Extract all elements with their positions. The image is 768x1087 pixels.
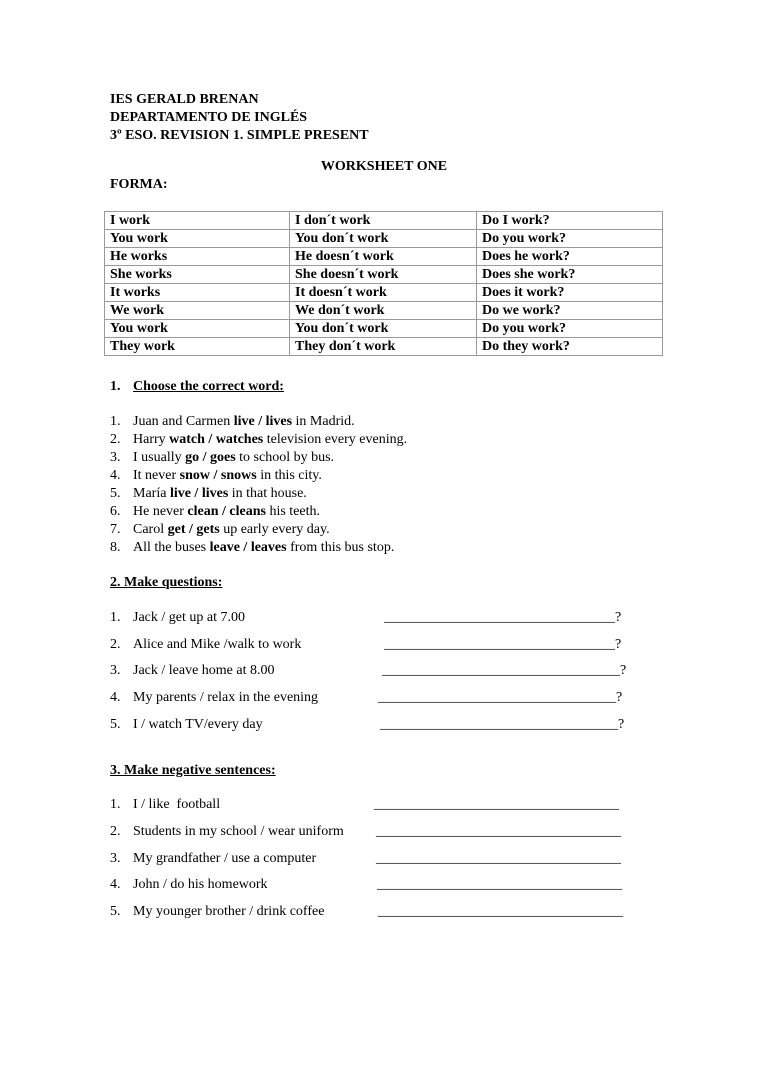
item-prompt: Jack / leave home at 8.00: [133, 663, 275, 678]
exercise-item: [110, 414, 355, 430]
negative-cell: He doesn´t work: [290, 248, 477, 266]
word-choice: go / goes: [185, 450, 236, 465]
exercise-item: [110, 432, 407, 448]
question-cell: Does it work?: [477, 284, 663, 302]
answer-line[interactable]: _________________________________?: [384, 637, 622, 652]
item-number: 1.: [110, 414, 121, 429]
answer-line[interactable]: ___________________________________: [376, 824, 621, 839]
exercise-item: [110, 450, 334, 466]
question-cell: Does she work?: [477, 266, 663, 284]
question-cell: Do I work?: [477, 212, 663, 230]
item-number: 5.: [110, 904, 121, 919]
item-text-before: It never: [133, 468, 180, 483]
course-title: 3º ESO. REVISION 1. SIMPLE PRESENT: [110, 128, 369, 143]
negative-cell: They don´t work: [290, 338, 477, 356]
word-choice: live / lives: [233, 414, 293, 429]
item-number: 2.: [110, 637, 121, 652]
answer-line[interactable]: _________________________________?: [384, 610, 622, 625]
item-prompt: Jack / get up at 7.00: [133, 610, 245, 625]
section1-number: 1.: [110, 379, 121, 394]
item-prompt: John / do his homework: [133, 877, 268, 892]
answer-line[interactable]: __________________________________?: [382, 663, 627, 678]
worksheet-title: WORKSHEET ONE: [320, 159, 448, 174]
exercise-item: [110, 486, 307, 502]
department-name: DEPARTAMENTO DE INGLÉS: [110, 110, 308, 125]
question-cell: Do we work?: [477, 302, 663, 320]
forma-label: FORMA:: [110, 177, 168, 192]
item-text-after: in Madrid.: [292, 414, 355, 429]
negative-cell: I don´t work: [290, 212, 477, 230]
item-number: 1.: [110, 610, 121, 625]
negative-cell: You don´t work: [290, 230, 477, 248]
item-number: 3.: [110, 851, 121, 866]
item-number: 5.: [110, 717, 121, 732]
item-text-before: He never: [133, 504, 188, 519]
negative-cell: We don´t work: [290, 302, 477, 320]
item-text-before: Juan and Carmen: [133, 414, 234, 429]
affirmative-cell: They work: [105, 338, 290, 356]
answer-line[interactable]: __________________________________?: [380, 717, 625, 732]
item-number: 4.: [110, 690, 121, 705]
conjugation-row: [105, 302, 663, 320]
answer-line[interactable]: __________________________________?: [378, 690, 623, 705]
conjugation-row: [105, 320, 663, 338]
affirmative-cell: He works: [105, 248, 290, 266]
negative-cell: You don´t work: [290, 320, 477, 338]
answer-line[interactable]: ___________________________________: [374, 797, 619, 812]
exercise-item: [110, 663, 275, 679]
item-prompt: Students in my school / wear uniform: [133, 824, 344, 839]
item-number: 7.: [110, 522, 121, 537]
exercise-item: [110, 610, 245, 626]
item-text-after: television every evening.: [263, 432, 408, 447]
item-text-before: I usually: [133, 450, 186, 465]
document-header: [110, 91, 369, 145]
section3-title: 3. Make negative sentences:: [110, 763, 276, 778]
conjugation-row: [105, 338, 663, 356]
affirmative-cell: She works: [105, 266, 290, 284]
item-text-before: Harry: [133, 432, 170, 447]
conjugation-row: [105, 230, 663, 248]
conjugation-row: [105, 266, 663, 284]
exercise-item: [110, 797, 220, 813]
section1-title: [110, 379, 284, 395]
affirmative-cell: You work: [105, 320, 290, 338]
conjugation-row: [105, 284, 663, 302]
affirmative-cell: It works: [105, 284, 290, 302]
exercise-item: [110, 468, 322, 484]
exercise-item: [110, 877, 268, 893]
item-prompt: Alice and Mike /walk to work: [133, 637, 302, 652]
section2-title: 2. Make questions:: [110, 575, 223, 590]
exercise-item: [110, 904, 324, 920]
school-name: IES GERALD BRENAN: [110, 92, 259, 107]
item-number: 8.: [110, 540, 121, 555]
question-cell: Do you work?: [477, 230, 663, 248]
exercise-item: [110, 851, 316, 867]
word-choice: get / gets: [167, 522, 220, 537]
item-prompt: My grandfather / use a computer: [133, 851, 317, 866]
item-prompt: I / watch TV/every day: [133, 717, 263, 732]
affirmative-cell: I work: [105, 212, 290, 230]
word-choice: watch / watches: [169, 432, 264, 447]
answer-line[interactable]: ___________________________________: [376, 851, 621, 866]
item-prompt: My parents / relax in the evening: [133, 690, 319, 705]
exercise-item: [110, 824, 344, 840]
word-choice: live / lives: [169, 486, 229, 501]
item-text-before: All the buses: [133, 540, 210, 555]
item-text-after: in this city.: [256, 468, 322, 483]
question-cell: Do they work?: [477, 338, 663, 356]
item-text-before: María: [133, 486, 170, 501]
item-prompt: I / like football: [133, 797, 221, 812]
item-number: 3.: [110, 450, 121, 465]
item-text-after: in that house.: [228, 486, 307, 501]
question-cell: Does he work?: [477, 248, 663, 266]
item-number: 1.: [110, 797, 121, 812]
word-choice: leave / leaves: [209, 540, 287, 555]
word-choice: clean / cleans: [187, 504, 266, 519]
item-number: 2.: [110, 432, 121, 447]
item-number: 5.: [110, 486, 121, 501]
exercise-item: [110, 637, 301, 653]
exercise-item: [110, 717, 263, 733]
answer-line[interactable]: ___________________________________: [377, 877, 622, 892]
item-prompt: My younger brother / drink coffee: [133, 904, 325, 919]
item-text-before: Carol: [133, 522, 168, 537]
exercise-item: [110, 690, 318, 706]
affirmative-cell: We work: [105, 302, 290, 320]
item-number: 4.: [110, 877, 121, 892]
exercise-item: [110, 504, 320, 520]
conjugation-row: [105, 248, 663, 266]
item-number: 4.: [110, 468, 121, 483]
item-number: 2.: [110, 824, 121, 839]
word-choice: snow / snows: [179, 468, 257, 483]
conjugation-row: [105, 212, 663, 230]
exercise-item: [110, 540, 394, 556]
negative-cell: It doesn´t work: [290, 284, 477, 302]
negative-cell: She doesn´t work: [290, 266, 477, 284]
item-number: 6.: [110, 504, 121, 519]
question-cell: Do you work?: [477, 320, 663, 338]
affirmative-cell: You work: [105, 230, 290, 248]
item-text-after: from this bus stop.: [286, 540, 395, 555]
item-text-after: his teeth.: [265, 504, 321, 519]
answer-line[interactable]: ___________________________________: [378, 904, 623, 919]
exercise-item: [110, 522, 330, 538]
item-number: 3.: [110, 663, 121, 678]
item-text-after: up early every day.: [219, 522, 330, 537]
item-text-after: to school by bus.: [235, 450, 335, 465]
conjugation-table: [104, 211, 663, 356]
section1-title-text: Choose the correct word:: [133, 379, 284, 394]
